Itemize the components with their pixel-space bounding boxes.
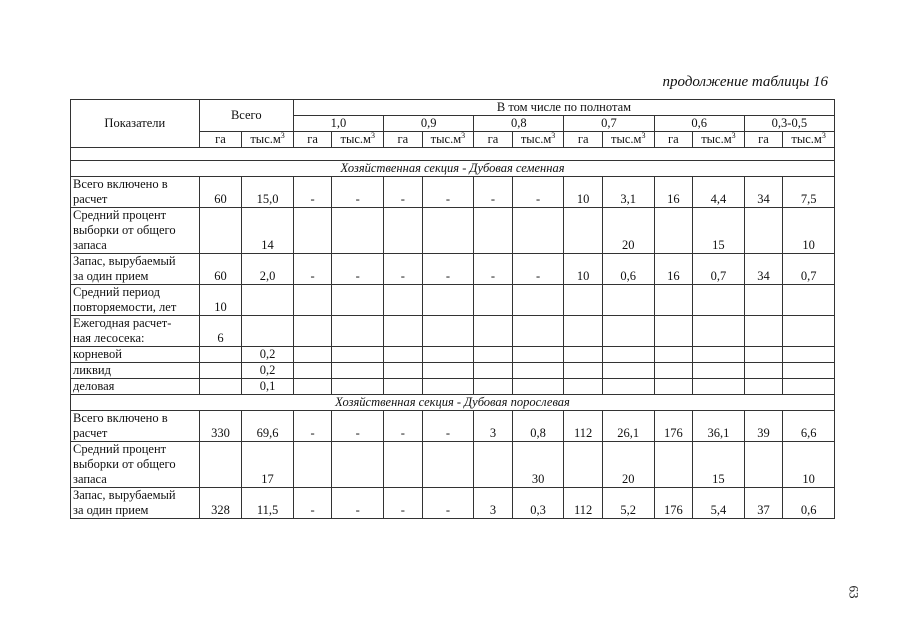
table-cell — [293, 285, 332, 316]
table-row — [71, 208, 835, 254]
table-cell — [602, 316, 654, 347]
table-cell — [783, 316, 835, 347]
table-cell: 15,0 — [242, 177, 294, 208]
row-label — [71, 488, 200, 519]
table-cell — [384, 363, 423, 379]
table-cell: - — [384, 254, 423, 285]
row-label-line: ная лесосека: — [73, 331, 145, 345]
table-cell: 10 — [783, 442, 835, 488]
table-cell: 39 — [744, 411, 783, 442]
table-cell: - — [422, 254, 474, 285]
table-cell — [474, 285, 513, 316]
table-cell — [693, 316, 745, 347]
header-unit-ha: га — [293, 132, 332, 148]
table-cell — [332, 379, 384, 395]
table-cell: 0,1 — [242, 379, 294, 395]
table-cell: - — [293, 411, 332, 442]
table-cell — [332, 285, 384, 316]
header-row-1 — [71, 100, 835, 116]
table-cell — [744, 363, 783, 379]
table-cell: 112 — [564, 488, 603, 519]
section-row — [71, 395, 835, 411]
header-unit-volume — [242, 132, 294, 148]
row-label-line: Запас, вырубаемый — [73, 488, 176, 502]
table-cell — [564, 347, 603, 363]
header-unit-ha: га — [474, 132, 513, 148]
table-cell: 60 — [199, 177, 242, 208]
table-cell: 36,1 — [693, 411, 745, 442]
table-cell: 16 — [654, 254, 693, 285]
table-cell — [384, 285, 423, 316]
table-cell: 6 — [199, 316, 242, 347]
header-unit-volume — [512, 132, 564, 148]
table-cell — [474, 347, 513, 363]
table-cell — [654, 208, 693, 254]
table-row — [71, 379, 835, 395]
table-cell: - — [384, 411, 423, 442]
table-row — [71, 254, 835, 285]
row-label — [71, 347, 200, 363]
table-cell: 6,6 — [783, 411, 835, 442]
table-cell: 0,6 — [783, 488, 835, 519]
row-label-line: Запас, вырубаемый — [73, 254, 176, 268]
table-cell — [293, 379, 332, 395]
unit-volume-text: тыс.м — [430, 132, 462, 146]
row-label-line: выборки от общего — [73, 457, 176, 471]
row-label-line: Средний процент — [73, 442, 167, 456]
table-cell — [474, 363, 513, 379]
header-density: 1,0 — [293, 116, 383, 132]
table-cell — [242, 285, 294, 316]
table-cell — [199, 442, 242, 488]
table-cell — [422, 285, 474, 316]
table-cell — [602, 347, 654, 363]
table-cell — [422, 316, 474, 347]
table-cell: 5,4 — [693, 488, 745, 519]
row-label — [71, 379, 200, 395]
table-cell: 0,6 — [602, 254, 654, 285]
unit-volume-text: тыс.м — [520, 132, 552, 146]
row-label-line: запаса — [73, 472, 107, 486]
table-cell — [744, 442, 783, 488]
header-unit-ha: га — [384, 132, 423, 148]
table-cell — [654, 442, 693, 488]
table-cell — [783, 347, 835, 363]
header-density: 0,3-0,5 — [744, 116, 834, 132]
table-cell: - — [384, 177, 423, 208]
row-label-line: Ежегодная расчет- — [73, 316, 172, 330]
header-unit-ha: га — [654, 132, 693, 148]
table-cell: - — [332, 488, 384, 519]
table-cell: 10 — [199, 285, 242, 316]
table-cell — [332, 316, 384, 347]
table-cell — [602, 285, 654, 316]
table-cell — [332, 208, 384, 254]
table-cell — [564, 208, 603, 254]
table-cell: 69,6 — [242, 411, 294, 442]
table-cell: 0,2 — [242, 363, 294, 379]
table-cell — [384, 442, 423, 488]
header-density: 0,6 — [654, 116, 744, 132]
unit-volume-text: тыс.м — [340, 132, 371, 146]
table-cell — [512, 316, 564, 347]
table-cell — [654, 347, 693, 363]
table-cell: - — [422, 411, 474, 442]
table-cell — [564, 316, 603, 347]
unit-volume-text: тыс.м — [611, 132, 642, 146]
table-cell — [199, 363, 242, 379]
row-label — [71, 316, 200, 347]
table-row — [71, 363, 835, 379]
row-label-line: запаса — [73, 238, 107, 252]
table-cell — [512, 208, 564, 254]
table-cell — [654, 316, 693, 347]
row-label — [71, 177, 200, 208]
table-cell — [564, 379, 603, 395]
table-cell — [602, 363, 654, 379]
row-label — [71, 363, 200, 379]
forest-table — [70, 99, 835, 519]
table-cell — [783, 379, 835, 395]
table-cell — [293, 347, 332, 363]
row-label — [71, 208, 200, 254]
table-row — [71, 411, 835, 442]
table-cell — [293, 316, 332, 347]
table-cell: - — [474, 177, 513, 208]
table-cell — [693, 363, 745, 379]
table-cell — [512, 379, 564, 395]
table-cell — [654, 363, 693, 379]
table-cell: - — [512, 254, 564, 285]
table-cell — [512, 363, 564, 379]
table-cell — [422, 363, 474, 379]
row-label-line: ликвид — [73, 363, 111, 377]
table-cell: - — [474, 254, 513, 285]
unit-volume-exponent: 3 — [461, 130, 466, 140]
unit-volume-exponent: 3 — [370, 130, 375, 140]
row-label-line: деловая — [73, 379, 115, 393]
row-label-line: расчет — [73, 192, 108, 206]
table-cell — [199, 208, 242, 254]
table-cell — [422, 347, 474, 363]
table-cell: - — [512, 177, 564, 208]
row-label — [71, 285, 200, 316]
page-number: 63 — [846, 585, 862, 599]
table-cell: 10 — [783, 208, 835, 254]
table-cell — [384, 316, 423, 347]
table-cell — [384, 379, 423, 395]
table-cell: 5,2 — [602, 488, 654, 519]
unit-volume-exponent: 3 — [821, 130, 826, 140]
table-cell — [512, 347, 564, 363]
table-cell — [474, 316, 513, 347]
table-cell: 37 — [744, 488, 783, 519]
table-cell: - — [293, 254, 332, 285]
table-cell: 3,1 — [602, 177, 654, 208]
table-cell: - — [293, 488, 332, 519]
row-label-line: Средний период — [73, 285, 160, 299]
table-cell: 20 — [602, 208, 654, 254]
section-title: Хозяйственная секция - Дубовая семенная — [71, 161, 835, 177]
section-row — [71, 161, 835, 177]
table-cell — [474, 379, 513, 395]
table-row — [71, 488, 835, 519]
table-cell: - — [332, 411, 384, 442]
header-unit-volume — [693, 132, 745, 148]
table-row — [71, 177, 835, 208]
table-cell — [293, 442, 332, 488]
row-label — [71, 254, 200, 285]
table-cell: 26,1 — [602, 411, 654, 442]
table-cell — [199, 347, 242, 363]
row-label — [71, 442, 200, 488]
header-including: В том числе по полнотам — [293, 100, 834, 116]
table-cell: - — [384, 488, 423, 519]
header-unit-ha: га — [564, 132, 603, 148]
table-cell — [332, 363, 384, 379]
spacer-row — [71, 148, 835, 161]
table-cell: 2,0 — [242, 254, 294, 285]
unit-volume-exponent: 3 — [280, 130, 285, 140]
table-cell: 15 — [693, 208, 745, 254]
table-cell — [564, 285, 603, 316]
table-cell: 34 — [744, 177, 783, 208]
table-cell: - — [332, 254, 384, 285]
table-cell: 20 — [602, 442, 654, 488]
header-unit-volume — [422, 132, 474, 148]
table-cell — [332, 347, 384, 363]
table-caption: продолжение таблицы 16 — [662, 74, 828, 90]
table-cell: 328 — [199, 488, 242, 519]
row-label-line: корневой — [73, 347, 122, 361]
table-cell — [783, 285, 835, 316]
table-cell — [384, 208, 423, 254]
table-cell — [744, 347, 783, 363]
table-row — [71, 442, 835, 488]
table-cell — [602, 379, 654, 395]
table-cell — [199, 379, 242, 395]
unit-volume-exponent: 3 — [551, 130, 556, 140]
table-cell: 0,7 — [693, 254, 745, 285]
row-label-line: Средний процент — [73, 208, 167, 222]
unit-volume-text: тыс.м — [701, 132, 732, 146]
table-cell: 176 — [654, 488, 693, 519]
table-cell: 30 — [512, 442, 564, 488]
table-cell: 15 — [693, 442, 745, 488]
spacer-cell — [71, 148, 835, 161]
table-cell — [744, 379, 783, 395]
table-cell — [293, 208, 332, 254]
unit-volume-exponent: 3 — [641, 130, 646, 140]
header-density: 0,9 — [384, 116, 474, 132]
section-title: Хозяйственная секция - Дубовая порослевая — [71, 395, 835, 411]
table-cell: - — [332, 177, 384, 208]
row-label-line: Всего включено в — [73, 177, 168, 191]
row-label-line: выборки от общего — [73, 223, 176, 237]
table-cell — [564, 363, 603, 379]
table-cell — [783, 363, 835, 379]
table-cell — [744, 316, 783, 347]
header-unit-volume — [602, 132, 654, 148]
unit-volume-text: тыс.м — [791, 132, 822, 146]
table-cell: 112 — [564, 411, 603, 442]
table-cell — [744, 285, 783, 316]
table-cell: 14 — [242, 208, 294, 254]
table-cell: 4,4 — [693, 177, 745, 208]
table-cell: 17 — [242, 442, 294, 488]
table-cell: 10 — [564, 254, 603, 285]
table-cell: 34 — [744, 254, 783, 285]
row-label-line: за один прием — [73, 269, 149, 283]
header-unit-volume — [783, 132, 835, 148]
table-cell — [384, 347, 423, 363]
table-cell: - — [293, 177, 332, 208]
table-cell: 11,5 — [242, 488, 294, 519]
table-cell — [693, 379, 745, 395]
header-unit-volume — [332, 132, 384, 148]
table-cell — [422, 442, 474, 488]
table-cell: 3 — [474, 488, 513, 519]
header-total: Всего — [199, 100, 293, 132]
table-cell — [564, 442, 603, 488]
row-label-line: за один прием — [73, 503, 149, 517]
table-row — [71, 285, 835, 316]
header-unit-ha: га — [199, 132, 242, 148]
table-cell: 10 — [564, 177, 603, 208]
table-cell: 0,8 — [512, 411, 564, 442]
table-cell — [693, 285, 745, 316]
header-density: 0,7 — [564, 116, 654, 132]
row-label-line: расчет — [73, 426, 108, 440]
table-cell: 176 — [654, 411, 693, 442]
row-label-line: повторяемости, лет — [73, 300, 177, 314]
table-cell — [293, 363, 332, 379]
table-cell: 330 — [199, 411, 242, 442]
table-cell: 16 — [654, 177, 693, 208]
table-row — [71, 316, 835, 347]
table-cell — [474, 442, 513, 488]
table-cell — [474, 208, 513, 254]
table-cell: 7,5 — [783, 177, 835, 208]
table-cell — [744, 208, 783, 254]
table-cell: - — [422, 488, 474, 519]
row-label-line: Всего включено в — [73, 411, 168, 425]
table-cell — [654, 379, 693, 395]
table-cell — [512, 285, 564, 316]
header-density: 0,8 — [474, 116, 564, 132]
table-cell: 0,3 — [512, 488, 564, 519]
table-header — [71, 100, 835, 148]
table-cell: 3 — [474, 411, 513, 442]
header-indicators: Показатели — [71, 100, 200, 148]
table-row — [71, 347, 835, 363]
table-cell: 0,2 — [242, 347, 294, 363]
table-cell — [654, 285, 693, 316]
table-cell: 0,7 — [783, 254, 835, 285]
row-label — [71, 411, 200, 442]
table-cell: - — [422, 177, 474, 208]
table-cell — [422, 208, 474, 254]
table-cell — [242, 316, 294, 347]
table-cell — [693, 347, 745, 363]
table-cell: 60 — [199, 254, 242, 285]
unit-volume-text: тыс.м — [250, 132, 281, 146]
table-cell — [332, 442, 384, 488]
table-cell — [422, 379, 474, 395]
unit-volume-exponent: 3 — [731, 130, 736, 140]
header-unit-ha: га — [744, 132, 783, 148]
table-body — [71, 148, 835, 519]
